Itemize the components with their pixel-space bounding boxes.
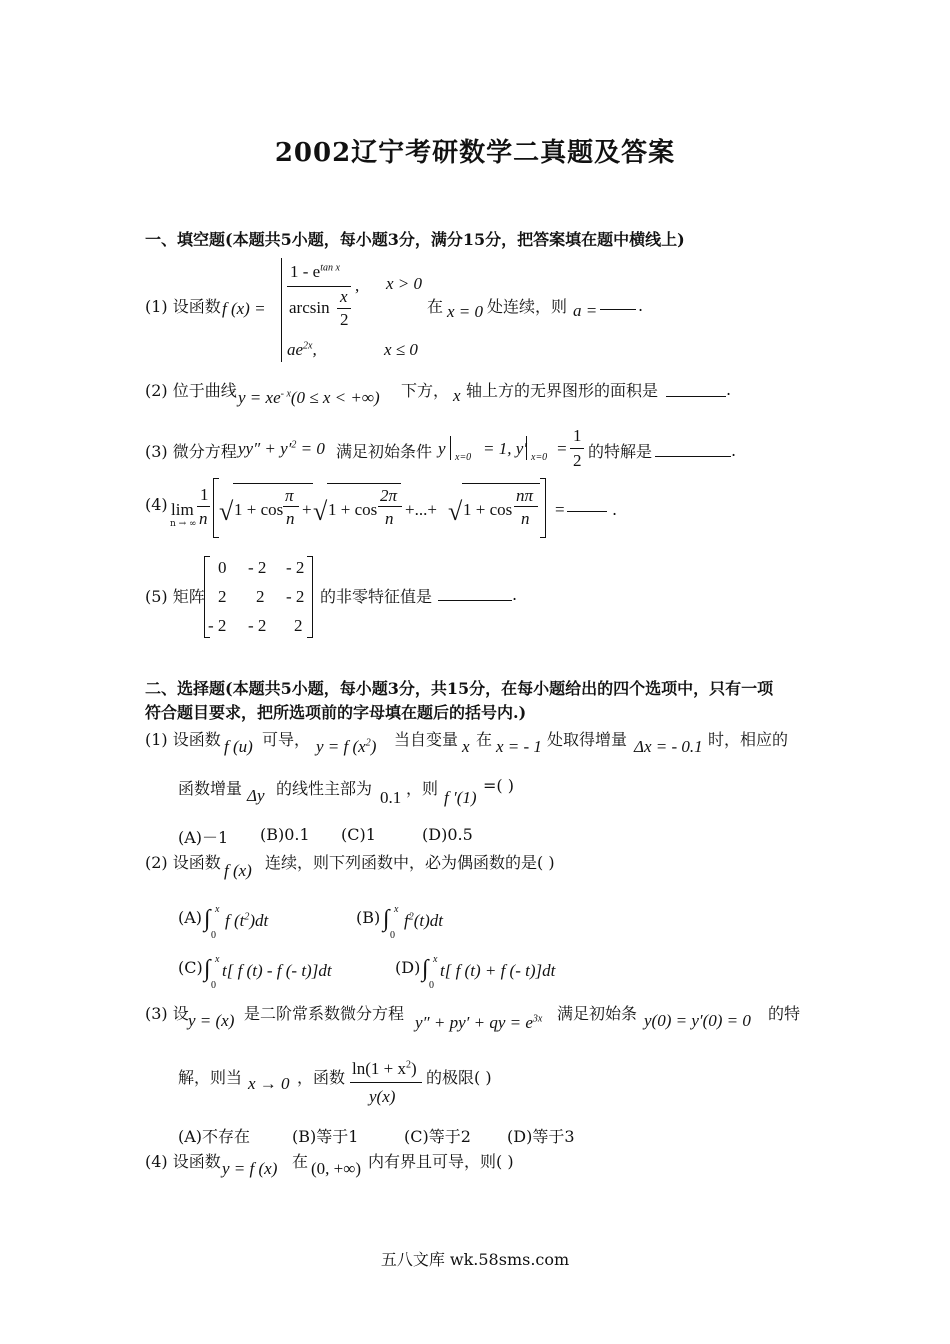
s2q2-a-label: (A) [178,908,203,927]
q2-suffix: 轴上方的无界图形的面积是 [466,381,659,400]
q4-n1: n [286,509,295,528]
s2q3-frac-line [350,1082,422,1083]
s2q4-t2: 内有界且可导，则( ) [368,1152,514,1171]
q4-n3: n [521,509,530,528]
q3-half-den: 2 [573,451,582,470]
q5-m01: - 2 [248,558,267,577]
s2q4-prefix: (4) 设函数 [145,1152,221,1171]
q5-m12: - 2 [286,587,305,606]
q1-brace [281,258,282,362]
q1-mid: 在 [427,297,444,316]
section-2-heading-line1: 二、选择题(本题共5小题，每小题3分，共15分，在每小题给出的四个选项中，只有一项 [145,679,774,698]
q3-half-num: 1 [573,426,582,445]
s2q3-t2: 满足初始条 [557,1004,638,1023]
s2q3-frac-exp: 2 [405,1059,411,1071]
q3-bar2 [526,436,527,460]
q3-eq4: = [556,439,568,458]
section-2-heading-line2: 符合题目要求，把所选项前的字母填在题后的括号内.) [145,703,527,722]
s2q2-b-end: (t)dt [413,911,444,930]
q3-eq-exp: 2 [291,439,297,451]
s2q1-xval: x = - 1 [496,737,542,756]
s2q1-yfx-exp: 2 [365,737,371,749]
q3-eq3: = 1, y′ [483,439,527,458]
s2q2-a-int: ∫ [204,906,211,932]
s2q1-t4: 处取得增量 [547,730,628,749]
q5-bracket-right [307,556,313,638]
q4-lim-sub: n → ∞ [170,519,197,529]
s2q1-yfx-end: ) [370,737,377,756]
q1-suffix: 处连续，则 [487,297,568,316]
q1-case1-num: 1 - e [290,262,321,281]
s2q2-a-expr: f (t [225,911,245,930]
q1-end: . [638,296,644,315]
s2q1-option-b: (B)0.1 [260,825,310,844]
q2-exp: - x [280,388,291,400]
s2q2-d-expr: t[ f (t) + f (- t)]dt [440,961,556,980]
s2q2-a-exp: 2 [244,911,250,923]
s2q1-option-d: (D)0.5 [422,825,473,844]
s2q1-t1: 可导， [262,730,311,749]
q5-suffix: 的非零特征值是 [320,587,433,606]
s2q2-d-int: ∫ [422,956,429,982]
q4-frac3-line [514,506,538,507]
q5-m00: 0 [218,558,227,577]
s2q1-yfx: y = f (x [316,737,366,756]
q1-x-line [337,308,351,309]
q4-frac1-line [283,506,299,507]
q1-case1-cond: x > 0 [386,274,423,293]
q4-plus1: + [302,500,312,519]
q1-x-den: 2 [340,310,349,329]
q2-prefix: (2) 位于曲线 [145,381,237,400]
s2q3-option-d: (D)等于3 [507,1127,575,1146]
q3-blank [655,456,731,457]
q4-frac2-line [378,506,402,507]
s2q2-d-lower: 0 [429,980,434,991]
q5-m22: 2 [294,616,303,635]
q5-end: . [512,585,518,604]
s2q2-a-upper: x [215,904,220,915]
s2q2-b-lower: 0 [390,930,395,941]
q1-blank [600,309,636,310]
q4-bracket-right [540,478,546,538]
q3-bar1 [450,436,451,460]
q5-m21: - 2 [248,616,267,635]
s2q1-option-a: (A)－1 [178,828,229,847]
s2q1-t2: 当自变量 [394,730,459,749]
q3-sub1: x=0 [455,452,472,463]
s2q3-ode: y″ + py′ + qy = e [415,1013,533,1032]
s2q1-option-c: (C)1 [341,825,376,844]
q2-blank [666,396,726,397]
q5-blank [438,600,512,601]
q4-lim: lim [171,500,194,519]
s2q4-yfx: y = f (x) [222,1159,278,1178]
s2q3-frac-den: y(x) [369,1087,396,1106]
q4-n: n [199,509,208,528]
q1-case2-exp: 2x [303,340,313,352]
footer-watermark: 五八文库 wk.58sms.com [380,1250,570,1269]
section-1-heading: 一、填空题(本题共5小题，每小题3分，满分15分，把答案填在题中横线上) [145,230,685,249]
s2q3-yx: y = (x) [188,1011,235,1030]
s2q1-l2a: 函数增量 [178,779,243,798]
s2q1-prefix: (1) 设函数 [145,730,221,749]
s2q4-interval: (0, +∞) [311,1159,362,1178]
q1-case2-cond: x ≤ 0 [384,340,418,359]
s2q2-b-exp: 2 [408,911,414,923]
q1-a: a = [573,301,598,320]
s2q3-l2b: ，函数 [297,1068,346,1087]
s2q3-option-c: (C)等于2 [404,1127,471,1146]
s2q1-fu: f (u) [224,737,253,756]
q4-sqrt3 [462,483,540,484]
q5-m11: 2 [256,587,265,606]
q4-prefix: (4) [145,495,168,514]
s2q1-l2b: 的线性主部为 [276,779,373,798]
s2q1-t5: 时，相应的 [708,730,789,749]
q2-range: (0 ≤ x < +∞) [290,388,380,407]
s2q2-a-lower: 0 [211,930,216,941]
s2q1-l2d: =( ) [483,776,514,795]
q4-sqrt1 [233,483,313,484]
q2-mid: 下方， [401,381,450,400]
s2q2-c-upper: x [215,954,220,965]
q4-pi: π [285,486,294,505]
q4-npi: nπ [516,486,534,505]
q1-prefix: (1) 设函数 [145,297,221,316]
q3-eq: yy″ + y′ [238,439,292,458]
q1-case1-den: arcsin [289,298,330,317]
q3-mid: 满足初始条件 [336,442,433,461]
q4-end: . [612,500,618,519]
s2q3-ic: y(0) = y′(0) = 0 [644,1011,751,1030]
s2q3-l2a: 解，则当 [178,1068,243,1087]
s2q1-l2c: ，则 [406,779,439,798]
q1-case1-exp: tan x [320,262,340,274]
q5-prefix: (5) 矩阵 [145,587,205,606]
q2-curve: y = xe [238,388,281,407]
q4-frac-line [197,506,210,507]
q1-at: x = 0 [447,302,484,321]
s2q3-t1: 是二阶常系数微分方程 [244,1004,405,1023]
q3-sub2: x=0 [531,452,548,463]
q4-t1: 1 + cos [234,500,284,519]
s2q2-b-label: (B) [356,908,381,927]
q4-dots: +...+ [405,500,437,519]
q4-t3: 1 + cos [463,500,513,519]
s2q1-fp1: f ′(1) [444,788,477,807]
q5-m20: - 2 [208,616,227,635]
q3-prefix: (3) 微分方程 [145,442,237,461]
q4-2pi: 2π [380,486,398,505]
s2q2-c-label: (C) [178,958,203,977]
s2q3-frac-num: ln(1 + x [352,1059,406,1078]
q4-eq: = [555,500,565,519]
q1-x-num: x [340,287,348,306]
page-title: 2002辽宁考研数学二真题及答案 [274,138,676,168]
s2q1-t3: 在 [476,730,493,749]
s2q1-x: x [462,737,470,756]
s2q3-l2c: 的极限( ) [426,1068,492,1087]
q4-t2: 1 + cos [328,500,378,519]
s2q2-d-label: (D) [395,958,421,977]
s2q2-b-expr: f [404,911,409,930]
q4-n2: n [385,509,394,528]
q3-y: y [438,439,446,458]
s2q2-b-upper: x [394,904,399,915]
s2q3-option-a: (A)不存在 [178,1127,251,1146]
s2q2-d-upper: x [433,954,438,965]
s2q3-lim: x → 0 [248,1074,290,1093]
s2q2-c-expr: t[ f (t) - f (- t)]dt [222,961,332,980]
q3-half-line [570,448,584,449]
s2q2-prefix: (2) 设函数 [145,853,221,872]
q4-sqrt2 [327,483,401,484]
q4-one: 1 [200,485,209,504]
s2q1-dx: Δx = - 0.1 [634,737,703,756]
s2q2-a-end: )dt [249,911,269,930]
s2q3-t3: 的特 [768,1004,801,1023]
q3-suffix: 的特解是 [588,442,653,461]
q1-fx: f (x) = [222,299,266,318]
q2-end: . [726,380,732,399]
s2q4-t1: 在 [292,1152,309,1171]
q3-end: . [731,441,737,460]
s2q1-dy: Δy [247,786,265,805]
s2q3-prefix: (3) 设 [145,1004,189,1023]
s2q3-ode-exp: 3x [532,1013,543,1025]
s2q2-b-int: ∫ [383,906,390,932]
s2q3-option-b: (B)等于1 [292,1127,359,1146]
s2q2-fx: f (x) [224,861,252,880]
q2-x: x [453,386,461,405]
q5-m02: - 2 [286,558,305,577]
s2q2-c-int: ∫ [204,956,211,982]
q1-case2: ae [287,340,304,359]
q4-blank [567,511,607,512]
s2q2-suffix: 连续，则下列函数中，必为偶函数的是( ) [265,853,555,872]
s2q2-c-lower: 0 [211,980,216,991]
s2q1-val: 0.1 [380,788,402,807]
q5-m10: 2 [218,587,227,606]
s2q3-frac-num-end: ) [410,1059,417,1078]
q3-eq2: = 0 [300,439,325,458]
